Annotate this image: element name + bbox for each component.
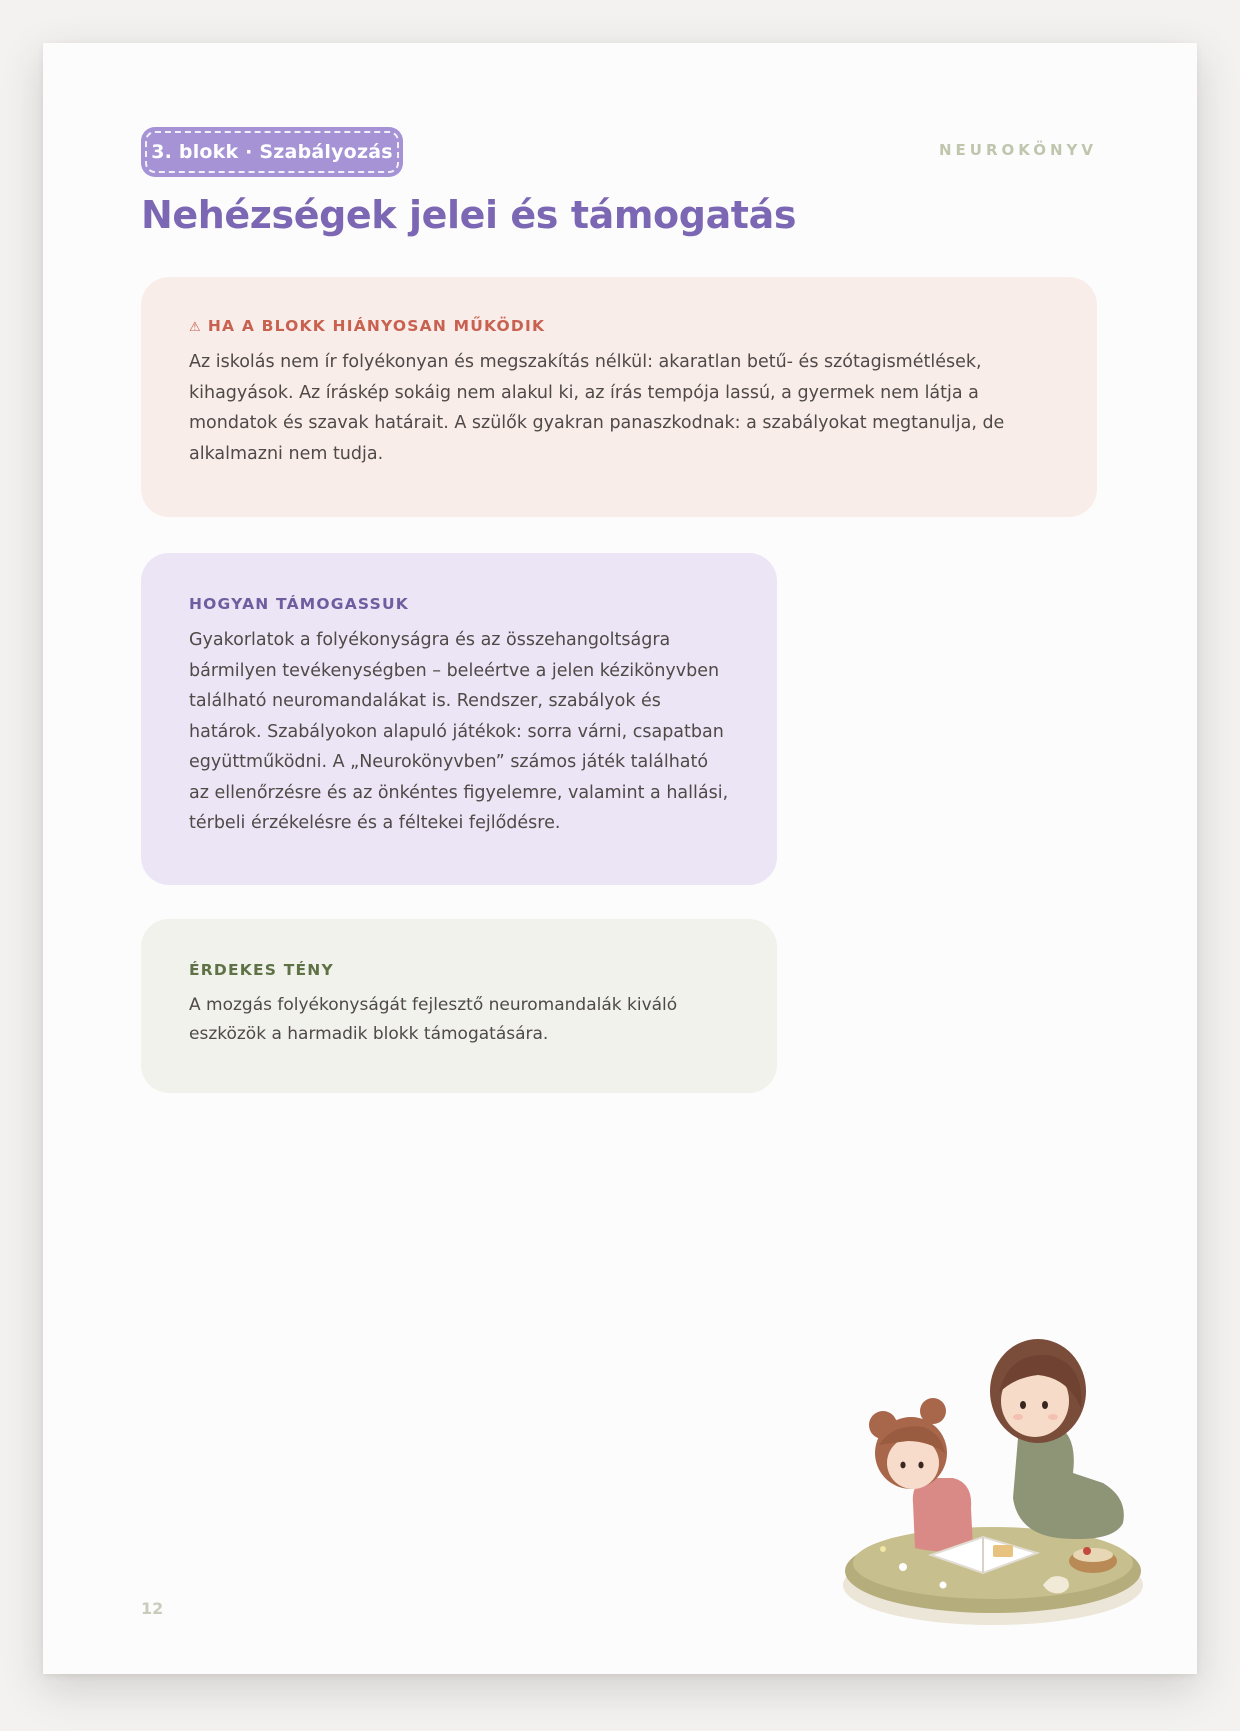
support-card (141, 553, 777, 885)
page-title: Nehézségek jelei és támogatás (141, 193, 797, 237)
fact-card-label: ÉRDEKES TÉNY (189, 961, 334, 979)
fact-card-text: A mozgás folyékonyságát fejlesztő neuromandalák kiváló eszközök a harmadik blokk támogatására. (189, 995, 678, 1044)
warning-card-label: HA A BLOKK HIÁNYOSAN MŰKÖDIK (207, 317, 546, 335)
warning-card-heading (189, 317, 1049, 335)
warning-card (141, 277, 1097, 517)
warning-card-text: Az iskolás nem ír folyékonyan és megszakítás nélkül: akaratlan betű- és szótagismétlések, kihagyások. Az íráskép sokáig nem alakul ki, az írás tempója lassú, a gyermek nem látja a mondatok és szavak határait. A szülők gyakran panaszkodnak: a szabályokat megtanulja, de alkalmazni nem tudja. (189, 352, 1005, 464)
section-badge-label: 3. blokk · Szabályozás (151, 141, 393, 163)
mother-child-reading-illustration (823, 1323, 1163, 1643)
support-card-text: Gyakorlatok a folyékonyságra és az összehangoltságra bármilyen tevékenységben – beleértve a jelen kézikönyvben található neuromandalákat is. Rendszer, szabályok és határok. Szabályokon alapuló játékok: sorra várni, csapatban együttműködni. A „Neurokönyvben” számos játék található az ellenőrzésre és az önkéntes figyelemre, valamint a hallási, térbeli érzékelésre és a féltekei fejlődésre. (189, 630, 729, 833)
warning-triangle-icon: ⚠ (189, 320, 202, 335)
brand-name: NEUROKÖNYV (938, 141, 1097, 159)
page (43, 43, 1197, 1674)
section-badge (141, 127, 403, 177)
page-number: 12 (141, 1599, 164, 1618)
support-card-label: HOGYAN TÁMOGASSUK (189, 595, 409, 613)
fact-card (141, 919, 777, 1093)
